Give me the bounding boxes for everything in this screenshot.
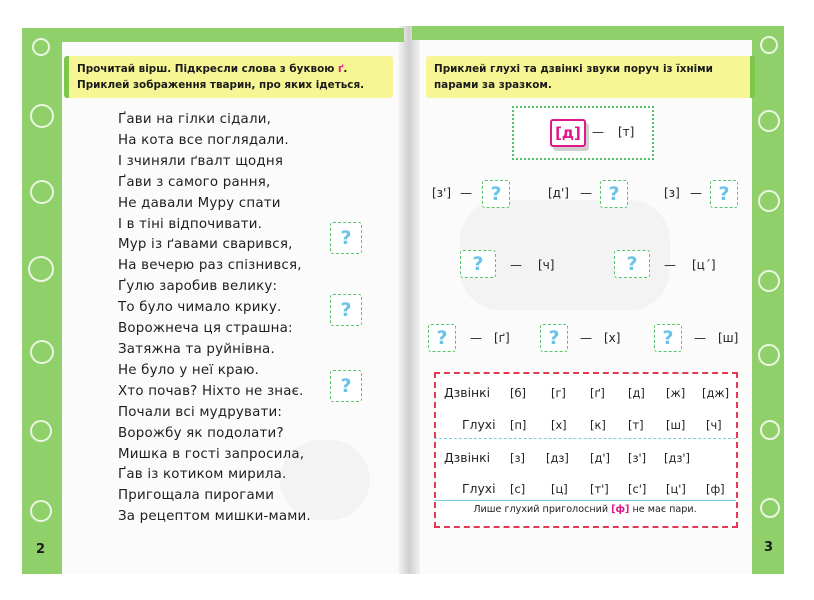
highlight-letter: ґ bbox=[337, 63, 344, 75]
sticker-slot[interactable]: ? bbox=[460, 250, 496, 278]
table-cell: [ґ] bbox=[590, 386, 605, 400]
page-number: 2 bbox=[36, 542, 46, 557]
table-cell: [ч] bbox=[706, 418, 722, 432]
table-cell: [дз] bbox=[546, 451, 569, 465]
table-cell: [з'] bbox=[628, 451, 647, 465]
poem-line: На кота все поглядали. bbox=[118, 132, 289, 148]
book-spine bbox=[398, 26, 420, 574]
poem-line: Затяжна та руйнівна. bbox=[118, 341, 275, 357]
table-cell: [ц'] bbox=[666, 482, 686, 496]
circle-decoration bbox=[760, 420, 780, 440]
poem-line: Ґав із котиком мирила. bbox=[118, 467, 287, 483]
table-cell: [ш] bbox=[666, 418, 686, 432]
poem-line: То було чимало крику. bbox=[118, 300, 282, 316]
sticker-slot[interactable]: ? bbox=[540, 324, 568, 352]
poem-line: Ворожнеча ця страшна: bbox=[118, 321, 293, 337]
sound-label: [д'] bbox=[548, 186, 569, 200]
table-cell: [ж] bbox=[666, 386, 686, 400]
table-note bbox=[434, 504, 736, 515]
dash: — bbox=[510, 258, 522, 272]
sticker-slot[interactable]: ? bbox=[654, 324, 682, 352]
table-divider bbox=[434, 500, 736, 501]
poem-line: Пригощала пирогами bbox=[118, 488, 275, 504]
sound-pair: [т] bbox=[618, 125, 635, 139]
table-cell: [с'] bbox=[628, 482, 647, 496]
poem-line: Не давали Муру спати bbox=[118, 195, 281, 211]
table-cell: [к] bbox=[590, 418, 606, 432]
table-cell: [х] bbox=[551, 418, 567, 432]
circle-decoration bbox=[758, 344, 780, 366]
sticker-slot[interactable]: ? bbox=[428, 324, 456, 352]
instruction-text: . Приклей зображення тварин, про яких ідеться. bbox=[77, 63, 365, 91]
sticker-slot[interactable]: ? bbox=[330, 294, 362, 326]
table-cell: [п] bbox=[510, 418, 527, 432]
table-cell: [ф] bbox=[706, 482, 725, 496]
note-text: Лише глухий приголосний bbox=[473, 504, 612, 515]
sound-label: [х] bbox=[604, 331, 621, 345]
sticker-slot[interactable]: ? bbox=[330, 222, 362, 254]
circle-decoration bbox=[30, 340, 54, 364]
table-divider bbox=[434, 438, 736, 439]
table-cell: [д'] bbox=[590, 451, 610, 465]
poem-line: Ґави з самого рання, bbox=[118, 174, 271, 190]
poem-line: І в тіні відпочивати. bbox=[118, 216, 263, 232]
table-cell: [ц] bbox=[551, 482, 568, 496]
poem-line: Хто почав? Ніхто не знає. bbox=[118, 383, 304, 399]
table-cell: [б] bbox=[510, 386, 526, 400]
dash: — bbox=[580, 331, 592, 345]
sound-label: [ш] bbox=[718, 331, 739, 345]
dash: — bbox=[690, 186, 702, 200]
dash: — bbox=[460, 186, 472, 200]
circle-decoration bbox=[30, 180, 54, 204]
table-cell: [дж] bbox=[702, 386, 730, 400]
poem-line: За рецептом мишки-мами. bbox=[118, 509, 311, 525]
instruction-text: Прочитай вірш. Підкресли слова з буквою bbox=[77, 63, 338, 75]
sound-label: [ґ] bbox=[494, 331, 510, 345]
left-top-strip bbox=[62, 28, 404, 42]
table-cell: [дз'] bbox=[664, 451, 690, 465]
table-cell: [т] bbox=[628, 418, 644, 432]
sample-sticker: [д] bbox=[550, 119, 586, 147]
sticker-slot[interactable]: ? bbox=[600, 180, 628, 208]
circle-decoration bbox=[28, 256, 54, 282]
table-cell: [г] bbox=[551, 386, 566, 400]
sample-pair bbox=[512, 106, 654, 160]
voiceless-label: Глухі bbox=[462, 481, 496, 496]
dash: — bbox=[470, 331, 482, 345]
sound-label: [ц´] bbox=[692, 258, 716, 272]
table-cell: [т'] bbox=[590, 482, 609, 496]
sticker-slot[interactable]: ? bbox=[482, 180, 510, 208]
table-cell: [с] bbox=[510, 482, 526, 496]
poem-line: І зчиняли ґвалт щодня bbox=[118, 153, 284, 169]
circle-decoration bbox=[758, 270, 780, 292]
note-highlight: [ф] bbox=[611, 504, 630, 515]
voiced-label: Дзвінкі bbox=[444, 450, 491, 465]
circle-decoration bbox=[30, 104, 54, 128]
circle-decoration bbox=[760, 498, 780, 518]
circle-decoration bbox=[760, 36, 778, 54]
poem-line: Ґави на гілки сідали, bbox=[118, 112, 272, 127]
poem-line: Ворожбу як подолати? bbox=[118, 425, 284, 441]
table-cell: [з] bbox=[510, 451, 525, 465]
right-instruction: Приклей глухі та дзвінкі звуки поруч із їхніми парами за зразком. bbox=[426, 56, 755, 98]
circle-decoration bbox=[758, 110, 780, 132]
circle-decoration bbox=[30, 420, 52, 442]
dash: — bbox=[592, 125, 604, 139]
sticker-slot[interactable]: ? bbox=[710, 180, 738, 208]
poem-line: На вечерю раз спізнився, bbox=[118, 258, 302, 274]
sound-label: [з'] bbox=[432, 186, 452, 200]
circle-decoration bbox=[758, 190, 780, 212]
page-number: 3 bbox=[764, 540, 774, 555]
poem-line: Ґулю заробив велику: bbox=[118, 279, 278, 295]
poem-line: Мур із ґавами сварився, bbox=[118, 237, 293, 253]
poem-line: Мишка в гості запросила, bbox=[118, 446, 305, 462]
poem-line: Не було у неї краю. bbox=[118, 362, 260, 378]
voiced-label: Дзвінкі bbox=[444, 385, 491, 400]
right-top-strip bbox=[412, 26, 752, 40]
note-text: не має пари. bbox=[629, 504, 697, 515]
poem bbox=[118, 110, 311, 528]
circle-decoration bbox=[32, 38, 50, 56]
dash: — bbox=[694, 331, 706, 345]
circle-decoration bbox=[30, 500, 52, 522]
sound-label: [ч] bbox=[538, 258, 555, 272]
right-decorative-border bbox=[752, 26, 784, 574]
table-cell: [д] bbox=[628, 386, 645, 400]
voiceless-label: Глухі bbox=[462, 417, 496, 432]
poem-line: Почали всі мудрувати: bbox=[118, 404, 283, 420]
left-instruction bbox=[64, 56, 393, 98]
sticker-slot[interactable]: ? bbox=[614, 250, 650, 278]
sound-label: [з] bbox=[664, 186, 680, 200]
dash: — bbox=[664, 258, 676, 272]
dash: — bbox=[580, 186, 592, 200]
sticker-slot[interactable]: ? bbox=[330, 370, 362, 402]
